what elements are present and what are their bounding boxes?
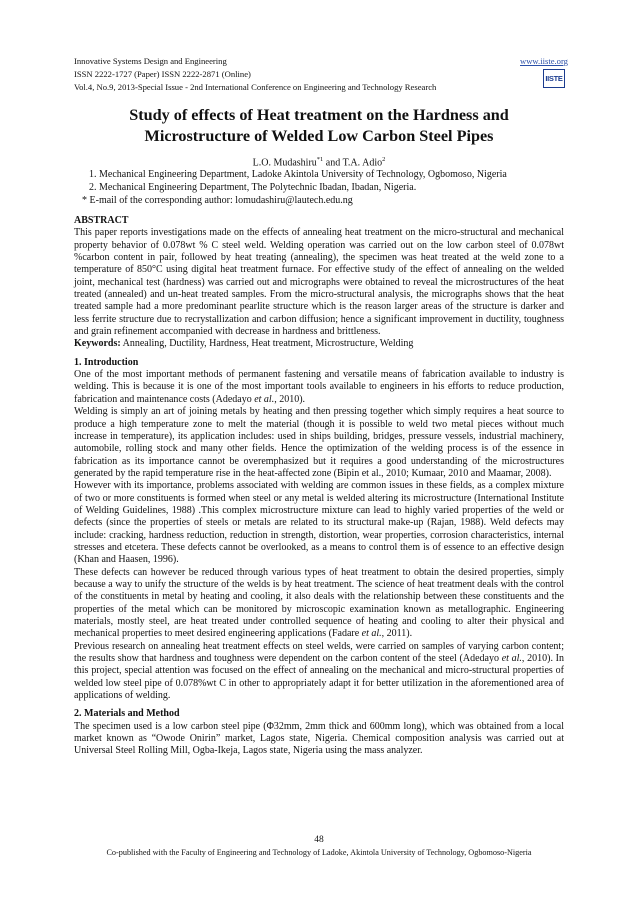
intro-paragraph-4: These defects can however be reduced through various types of heat treatment to obtain the desired properties, simply because a way to unify the structure of the welds is by heat treatment. The science of heat treatment deals with the control of the constituents in metal by heating and cooling, it also deals with the relationship between these constituents and the properties of the metal which can be monitored by microscopic examination known as metallographic. Engineering materials, mostly steel, are heat treated under controlled sequence of heating and cooling to alter their physical and mechanical properties to meet desired engineering applications (Fadare et al., 2011). <box>74 566 564 640</box>
corresponding-email: * E-mail of the corresponding author: lomudashiru@lautech.edu.ng <box>82 195 353 206</box>
issn-line: ISSN 2222-1727 (Paper) ISSN 2222-2871 (Online) <box>74 69 251 79</box>
journal-url-link[interactable]: www.iiste.org <box>520 56 568 66</box>
intro-paragraph-2: Welding is simply an art of joining metals by heating and then pressing together which simply requires a heat source to produce a high temperature zone to melt the material (though it is possible to weld two metal pieces without much increase in temperature), its application includes: used in ships building, bridges, pressure vessels, industrial machinery, automobile, rolling stock and many other fields. Hence the optimization of the welding process is of the essence in fabrication as its importance cannot be overemphasized but it requires a good understanding of the microstructures generated by the rapid temperature rise in the heat-affected zone (Bipin et al., 2010; Kumaar, 2010 and Maamar, 2008). <box>74 406 564 479</box>
section-1-heading: 1. Introduction <box>74 356 139 368</box>
keywords <box>74 338 564 350</box>
authors-and: and <box>323 157 343 169</box>
footer-note: Co-published with the Faculty of Engineering and Technology of Ladoke, Akintola University of Technology, Ogbomoso-Nigeria <box>106 848 532 857</box>
title-line-2: Microstructure of Welded Low Carbon Steel Pipes <box>144 127 494 145</box>
article-body <box>74 215 564 758</box>
title-line-1: Study of effects of Heat treatment on the Hardness and <box>129 106 509 124</box>
intro-paragraph-1: One of the most important methods of permanent fastening and versatile means of fabrication available to industry is welding. This is because it is one of the most important tools available to engineers in his efforts to reduce production, fabrication and maintenance costs (Adedayo et al., 2010). <box>74 369 564 405</box>
author-1: L.O. Mudashiru <box>252 157 317 169</box>
keywords-list: Annealing, Ductility, Hardness, Heat treatment, Microstructure, Welding <box>120 338 414 350</box>
keywords-label: Keywords: <box>74 338 121 350</box>
journal-name: Innovative Systems Design and Engineering <box>74 56 227 66</box>
methods-paragraph-1: The specimen used is a low carbon steel pipe (Φ32mm, 2mm thick and 600mm long), which was obtained from a local market known as “Owode Onirin” market, Lagos state, Nigeria. Chemical composition analysis was carried out at Universal Steel Rolling Mill, Ogba-Ikeja, Lagos state, Nigeria using the mass analyzer. <box>74 720 564 757</box>
section-2-heading: 2. Materials and Method <box>74 708 180 720</box>
page-number: 48 <box>314 835 324 845</box>
affiliation-1: 1. Mechanical Engineering Department, Ladoke Akintola University of Technology, Ogbomoso, Nigeria <box>89 169 507 180</box>
affiliations <box>74 168 564 207</box>
iiste-logo: IISTE <box>543 69 565 88</box>
intro-paragraph-5: Previous research on annealing heat treatment effects on steel welds, were carried on samples of varying carbon content; the results show that hardness and toughness were dependent on the carbon content of the steel (Adedayo et al., 2010). In this project, special attention was focused on the effect of annealing on the mechanical and micro-structural properties of welded low steel pipe of 0.078%wt C in other to appropriately adapt it for better utilization in the aforementioned area of applications of welding. <box>74 640 564 702</box>
abstract-text: This paper reports investigations made on the effects of annealing heat treatment on the micro-structural and mechanical property behavior of 0.078wt % C steel weld. Welding operation was carried out on the low carbon steel of 0.078wt %carbon content in pair, followed by heat treating (annealing), the specimen was heat treated at the weld zone to a temperature of 850°C using digital heat treatment furnace. For effective study of the effect of annealing on the welded joint, mechanical test (hardness) was carried out and micrographs were obtained to reveal the microstructures of the heat treated (annealed) and un-heat treated samples. From the micro-structural analysis, the micrographs shows that the heat treated sample had a more predominant pearlite structure which is the reason larger areas of the structure is darker and less ferrite structure due to recrystallization and carbon diffusion; hence a significant improvement in ductility, toughness and grain refinement accompanied with decrease in hardness and brittleness. <box>74 227 564 338</box>
abstract-heading: ABSTRACT <box>74 215 129 226</box>
author-2: T.A. Adio <box>342 157 383 169</box>
author-2-mark: 2 <box>382 156 386 163</box>
author-1-mark: *1 <box>316 156 324 163</box>
intro-paragraph-3: However with its importance, problems associated with welding are common issues in these fields, as a complex mixture of two or more constituents is formed when steel or any metal is welded altering its microstructure (International Institute of Welding Guidelines, 1988) .This complex microstructure mixture can lead to highly varied properties of the weld or defects (since the properties of steels or metals are related to its structural make-up (Rajan, 1988). Weld defects may include: cracking, hardness reduction, reduction in strength, distortion, wear properties, corrosion characteristics, internal stresses and etcetera. These defects cannot be overlooked, as a means to control them is of essence to an effective design (Khan and Haasen, 1996). <box>74 480 564 566</box>
affiliation-2: 2. Mechanical Engineering Department, The Polytechnic Ibadan, Ibadan, Nigeria. <box>89 182 417 193</box>
issue-line: Vol.4, No.9, 2013-Special Issue - 2nd International Conference on Engineering and Technology Research <box>74 82 437 92</box>
paper-title <box>74 105 564 147</box>
